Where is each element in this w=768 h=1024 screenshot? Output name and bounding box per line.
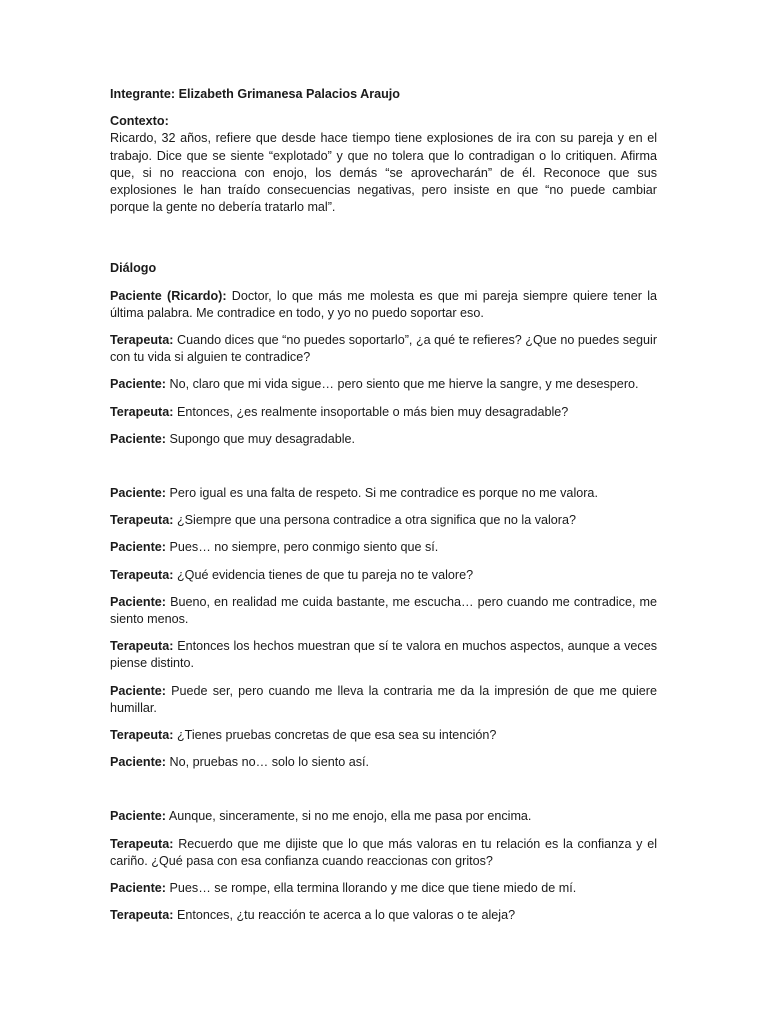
speaker-label: Terapeuta: [110, 567, 174, 582]
turn-text: Puede ser, pero cuando me lleva la contraria me da la impresión de que me quiere humillar. [110, 683, 658, 715]
turn-text: Entonces, ¿es realmente insoportable o más bien muy desagradable? [176, 404, 569, 419]
speaker-label: Paciente: [110, 540, 166, 555]
turn-text: Aunque, sinceramente, si no me enojo, ella me pasa por encima. [168, 809, 532, 824]
dialog-turn [110, 404, 657, 421]
dialog-turn [110, 539, 657, 556]
turn-text: Pues… se rompe, ella termina llorando y me dice que tiene miedo de mí. [169, 881, 577, 896]
dialog-turn [110, 907, 657, 924]
turn-text: Cuando dices que “no puedes soportarlo”, ¿a qué te refieres? ¿Que no puedes seguir con tu vida si alguien te contradice? [110, 333, 658, 365]
dialog-turn [110, 754, 657, 771]
dialog-turn [110, 431, 657, 448]
speaker-label: Paciente: [110, 377, 166, 392]
speaker-label: Terapeuta: [110, 513, 174, 528]
turn-text: No, pruebas no… solo lo siento así. [169, 755, 370, 770]
turn-text: ¿Tienes pruebas concretas de que esa sea su intención? [176, 728, 497, 743]
speaker-label: Terapeuta: [110, 404, 174, 419]
turn-text: Recuerdo que me dijiste que lo que más valoras en tu relación es la confianza y el cariño. ¿Qué pasa con esa confianza cuando reaccionas con gritos? [110, 836, 657, 868]
speaker-label: Paciente (Ricardo): [110, 288, 227, 303]
speaker-label: Terapeuta: [110, 333, 174, 348]
dialog-turn [110, 727, 657, 744]
turn-text: Entonces los hechos muestran que sí te valora en muchos aspectos, aunque a veces piense distinto. [110, 639, 658, 671]
turn-text: Bueno, en realidad me cuida bastante, me escucha… pero cuando me contradice, me siento menos. [110, 594, 658, 627]
dialog-turn [110, 332, 657, 366]
turn-text: No, claro que mi vida sigue… pero siento que me hierve la sangre, y me desespero. [169, 377, 639, 392]
speaker-label: Terapeuta: [110, 728, 174, 743]
block-separator [110, 458, 657, 485]
speaker-label: Terapeuta: [110, 836, 174, 851]
dialog-turn [110, 512, 657, 529]
context-label: Contexto: [110, 114, 169, 129]
block-separator [110, 781, 657, 808]
speaker-label: Paciente: [110, 809, 166, 824]
turn-text: Entonces, ¿tu reacción te acerca a lo que valoras o te aleja? [176, 908, 516, 923]
document-page [110, 86, 657, 935]
turn-text: Pues… no siempre, pero conmigo siento que sí. [169, 540, 439, 555]
speaker-label: Paciente: [110, 431, 166, 446]
speaker-label: Terapeuta: [110, 908, 174, 923]
dialog-turn [110, 836, 657, 870]
dialog-section [110, 288, 657, 925]
dialog-turn [110, 485, 657, 502]
member-label: Integrante: [110, 87, 176, 101]
turn-text: Doctor, lo que más me molesta es que mi pareja siempre quiere tener la última palabra. Me contradice en todo, y yo no puedo soportar eso. [110, 288, 657, 320]
turn-text: Pero igual es una falta de respeto. Si me contradice es porque no me valora. [169, 486, 598, 501]
dialog-turn [110, 288, 657, 322]
member-line [110, 86, 657, 103]
context-text: Ricardo, 32 años, refiere que desde hace tiempo tiene explosiones de ira con su pareja y en el trabajo. Dice que se siente “explotado” y que no tolera que lo contradigan o lo critiquen. Afirma que, si no reacciona con enojo, los demás “se aprovecharán” de él. Reconoce que sus explosiones le han traído consecuencias negativas, pero insiste en que “no puede cambiar porque la gente no debería tratarlo mal”. [110, 131, 657, 215]
speaker-label: Paciente: [110, 881, 166, 896]
dialog-turn [110, 376, 657, 393]
dialog-turn [110, 683, 657, 717]
turn-text: ¿Qué evidencia tienes de que tu pareja no te valore? [176, 567, 474, 582]
speaker-label: Paciente: [110, 486, 166, 501]
speaker-label: Terapeuta: [110, 639, 174, 654]
speaker-label: Paciente: [110, 594, 166, 609]
member-name: Elizabeth Grimanesa Palacios Araujo [178, 87, 400, 101]
speaker-label: Paciente: [110, 683, 166, 698]
dialog-turn [110, 567, 657, 584]
speaker-label: Paciente: [110, 755, 166, 770]
dialog-turn [110, 594, 657, 628]
dialog-turn [110, 880, 657, 897]
turn-text: ¿Siempre que una persona contradice a otra significa que no la valora? [176, 513, 576, 528]
dialog-turn [110, 808, 657, 825]
turn-text: Supongo que muy desagradable. [169, 431, 356, 446]
dialog-turn [110, 638, 657, 672]
dialog-title: Diálogo [110, 261, 157, 276]
